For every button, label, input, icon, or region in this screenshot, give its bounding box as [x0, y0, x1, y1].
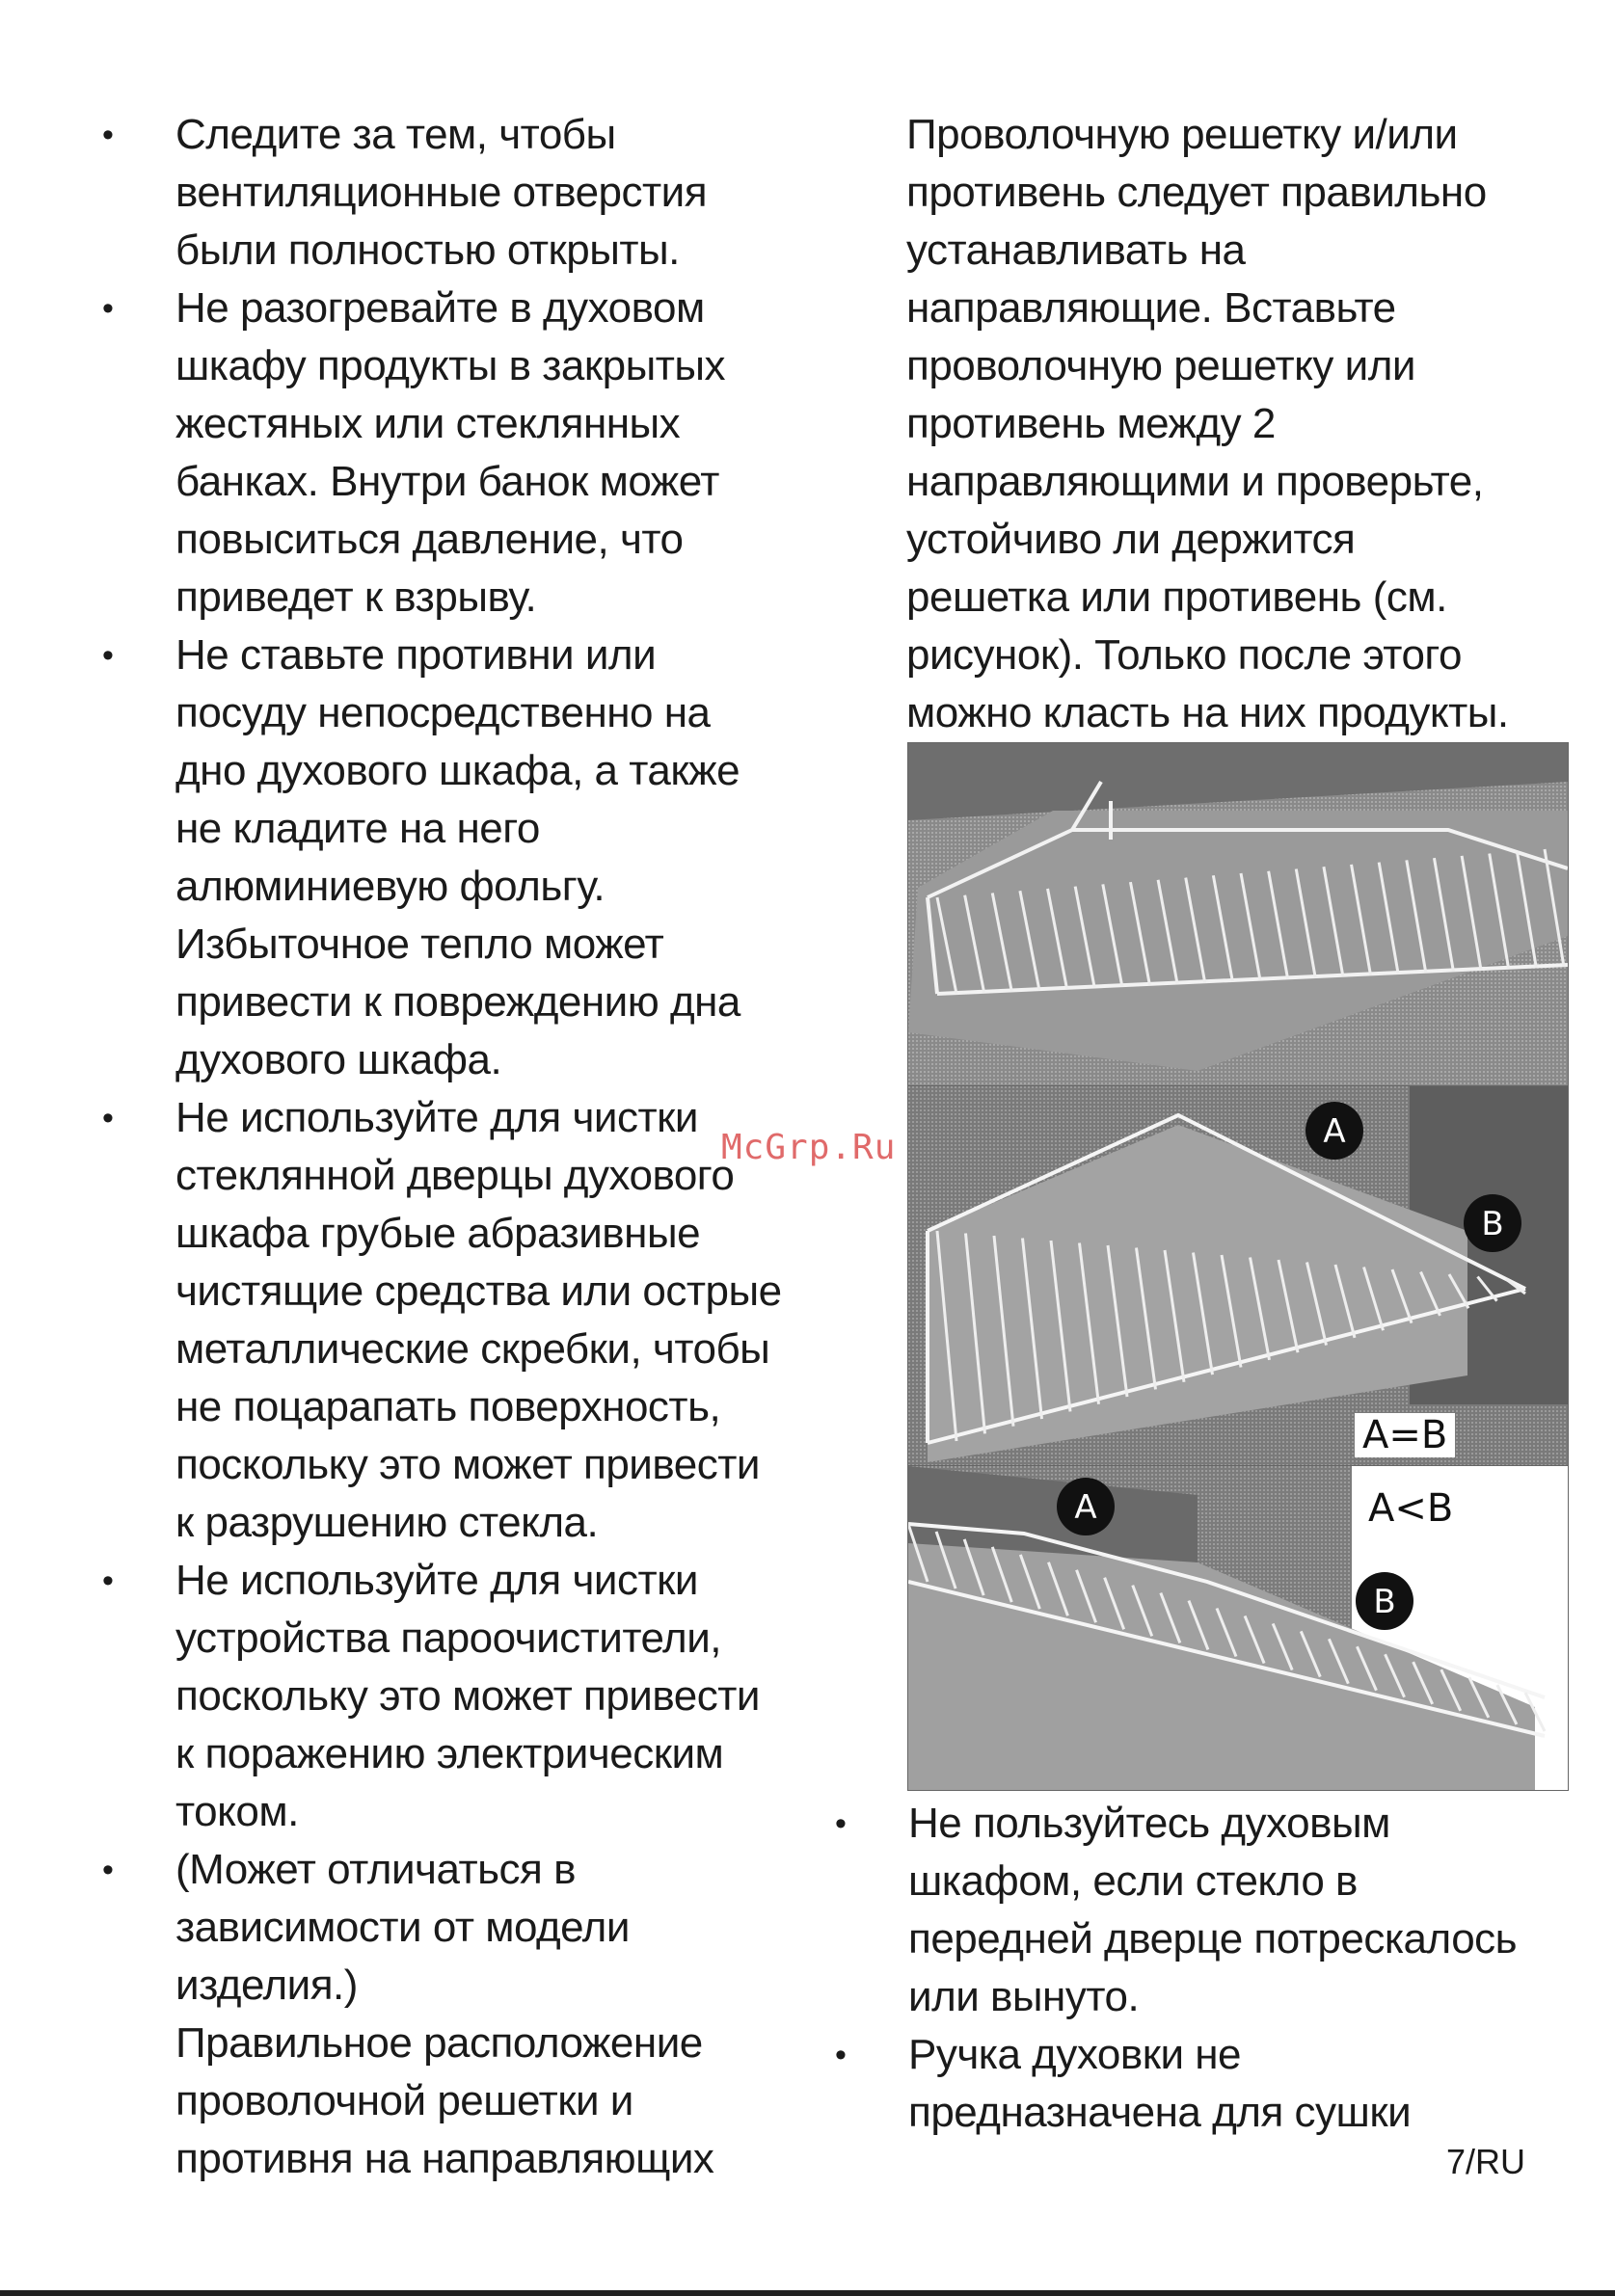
text-line: предназначена для сушки	[908, 2089, 1412, 2136]
left-column	[102, 106, 796, 2188]
text-line: стеклянной дверцы духового	[175, 1152, 735, 1199]
label-a-less-than-b: A<B	[1368, 1486, 1454, 1531]
text-line: вентиляционные отверстия	[175, 169, 708, 216]
bottom-rule	[0, 2290, 1615, 2296]
bullet-icon: •	[102, 1562, 114, 1599]
rack-level-drawing	[908, 1086, 1568, 1466]
bullet-icon: •	[102, 117, 114, 153]
bullet-icon: •	[102, 1100, 114, 1136]
text-line: приведет к взрыву.	[175, 574, 537, 621]
text-line: повыситься давление, что	[175, 516, 684, 563]
bullet-icon: •	[102, 1852, 114, 1888]
text-line: направляющими и проверьте,	[906, 458, 1484, 505]
text-line: Не разогревайте в духовом	[175, 284, 705, 332]
rack-illustration-bottom	[907, 1465, 1569, 1791]
bullet-icon: •	[102, 637, 114, 674]
text-line: (Может отличаться в	[175, 1846, 576, 1893]
marker-b-label: B	[1481, 1205, 1504, 1243]
text-line: были полностью открыты.	[175, 227, 680, 274]
text-line: Не используйте для чистки	[175, 1094, 698, 1141]
text-line: зависимости от модели	[175, 1904, 630, 1951]
label-a-equals-b: A=B	[1355, 1413, 1455, 1457]
text-line: шкафа грубые абразивные	[175, 1210, 701, 1257]
text-line: Не пользуйтесь духовым	[908, 1800, 1390, 1847]
text-line: Избыточное тепло может	[175, 921, 664, 968]
text-line: привести к повреждению дна	[175, 978, 740, 1026]
rack-tilted-drawing	[908, 1466, 1568, 1790]
bullet-item-cracked-glass	[835, 1795, 1529, 2026]
text-line: током.	[175, 1788, 299, 1835]
rack-illustration-top	[907, 742, 1569, 1087]
text-line: металлические скребки, чтобы	[175, 1325, 770, 1373]
bullet-icon: •	[835, 1805, 847, 1842]
rack-instructions-paragraph	[835, 106, 1529, 742]
text-line: шкафом, если стекло в	[908, 1857, 1358, 1905]
text-line: устойчиво ли держится	[906, 516, 1356, 563]
text-line: не поцарапать поверхность,	[175, 1383, 721, 1430]
right-column-bullets	[835, 1795, 1529, 2142]
text-line: к поражению электрическим	[175, 1730, 724, 1777]
text-line: духового шкафа.	[175, 1036, 502, 1083]
text-line: противня на направляющих	[175, 2135, 714, 2182]
text-line: изделия.)	[175, 1962, 358, 2009]
text-line: Ручка духовки не	[908, 2031, 1242, 2078]
bullet-item-handle	[835, 2026, 1529, 2142]
bullet-item-model-note	[102, 1841, 796, 2015]
text-line: рисунок). Только после этого	[906, 631, 1462, 679]
rack-placement-figure	[907, 742, 1567, 1789]
text-line: или вынуто.	[908, 1973, 1140, 2020]
marker-a-label: A	[1323, 1112, 1346, 1151]
watermark-text: McGrp.Ru	[721, 1128, 897, 1167]
text-line: жестяных или стеклянных	[175, 400, 681, 447]
text-line: направляющие. Вставьте	[906, 284, 1396, 332]
bullet-item-oven-bottom	[102, 627, 796, 1089]
text-line: Следите за тем, чтобы	[175, 111, 616, 158]
text-line: решетка или противень (см.	[906, 574, 1447, 621]
text-line: чистящие средства или острые	[175, 1268, 782, 1315]
text-line: проволочную решетку или	[906, 342, 1415, 389]
page-number: 7/RU	[1446, 2142, 1526, 2181]
bullet-item-ventilation	[102, 106, 796, 280]
marker-b-label: B	[1373, 1583, 1396, 1621]
bullet-icon: •	[835, 2037, 847, 2073]
bullet-item-glass-cleaning	[102, 1089, 796, 1552]
text-line: можно класть на них продукты.	[906, 689, 1509, 736]
text-line: устанавливать на	[906, 227, 1246, 274]
text-line: не кладите на него	[175, 805, 540, 852]
text-line: передней дверце потрескалось	[908, 1915, 1518, 1962]
text-line: поскольку это может привести	[175, 1441, 760, 1488]
text-line: Проволочную решетку и/или	[906, 111, 1458, 158]
text-line: поскольку это может привести	[175, 1672, 760, 1720]
text-line: Не ставьте противни или	[175, 631, 657, 679]
text-line: дно духового шкафа, а также	[175, 747, 740, 794]
rack-illustration-middle	[907, 1085, 1569, 1467]
section-heading-rack-placement	[102, 2015, 796, 2188]
wire-rack-drawing	[908, 743, 1568, 1086]
text-line: проволочной решетки и	[175, 2077, 633, 2124]
text-line: алюминиевую фольгу.	[175, 863, 606, 910]
text-line: Не используйте для чистки	[175, 1557, 698, 1604]
bullet-item-jars	[102, 280, 796, 627]
bullet-icon: •	[102, 290, 114, 327]
right-column	[835, 106, 1529, 742]
text-line: Правильное расположение	[175, 2019, 703, 2067]
text-line: противень следует правильно	[906, 169, 1487, 216]
text-line: устройства пароочистители,	[175, 1615, 722, 1662]
bullet-item-steam-cleaners	[102, 1552, 796, 1841]
text-line: посуду непосредственно на	[175, 689, 711, 736]
text-line: противень между 2	[906, 400, 1276, 447]
marker-a-label: A	[1074, 1488, 1097, 1527]
text-line: банках. Внутри банок может	[175, 458, 719, 505]
text-line: к разрушению стекла.	[175, 1499, 599, 1546]
text-line: шкафу продукты в закрытых	[175, 342, 726, 389]
